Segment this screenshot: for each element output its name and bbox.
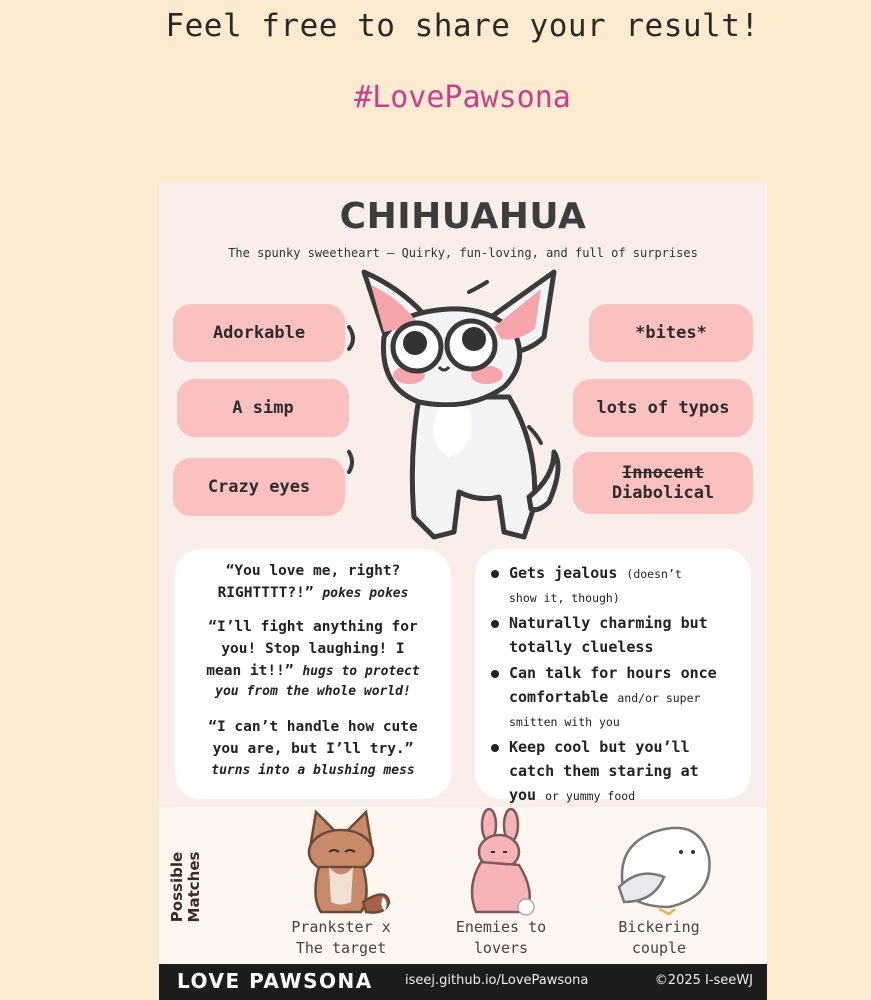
possible-matches (159, 807, 767, 963)
quote-line: “I’ll fight anything for (208, 619, 418, 635)
quote-line: you! Stop laughing! I (221, 640, 405, 657)
result-card (159, 182, 767, 1000)
quote-line: RIGHTTTT?!” (217, 584, 314, 601)
footer-url: iseej.github.io/LovePawsona (405, 973, 589, 988)
quote-action: you from the whole world! (215, 684, 411, 700)
match-label: Prankster x The target (291, 918, 391, 957)
quote-2 (175, 617, 451, 702)
quote-line: “I can’t handle how cute (208, 719, 418, 735)
bullet-text: Keep cool but you’ll (509, 738, 690, 756)
bullet-item (489, 611, 747, 659)
trait-label: Adorkable (212, 322, 306, 343)
result-title: CHIHUAHUA (339, 196, 587, 237)
trait-label: Diabolical (611, 483, 715, 503)
bullet-note: show it, though) (509, 591, 620, 605)
bullet-text: Naturally charming but (509, 614, 708, 632)
bullet-text: totally clueless (509, 638, 654, 656)
bullet-note: or yummy food (545, 789, 636, 803)
trait-pill (573, 452, 753, 514)
share-text: Feel free to share your result! (165, 8, 760, 44)
bullet-note: (doesn’t (626, 567, 682, 581)
bird-icon (609, 807, 719, 917)
quote-3 (175, 717, 451, 780)
quote-line: mean it!!” (206, 662, 294, 679)
quotes-box (175, 549, 451, 799)
trait-pill (173, 304, 345, 362)
trait-pill (177, 379, 349, 437)
hashtag: #LovePawsona (354, 80, 571, 115)
quote-1 (175, 561, 451, 605)
result-subtitle: The spunky sweetheart – Quirky, fun-loving, and full of surprises (228, 246, 698, 260)
fox-icon (291, 807, 391, 917)
chihuahua-illustration (339, 267, 589, 557)
trait-pill (573, 379, 753, 437)
bullet-text: you (509, 786, 537, 804)
match-rabbit (431, 807, 571, 963)
quote-action: turns into a blushing mess (211, 762, 415, 778)
bullet-text: comfortable (509, 688, 609, 706)
card-footer (159, 964, 767, 1000)
match-bird (589, 807, 729, 963)
bullet-text: Can talk for hours once (509, 664, 717, 682)
trait-label: Crazy eyes (207, 476, 311, 497)
match-fox (271, 807, 411, 963)
quote-line: you are, but I’ll try.” (212, 740, 414, 757)
traits-box (475, 549, 751, 804)
bullet-item (489, 561, 747, 609)
match-label: Enemies to lovers (455, 918, 547, 957)
trait-label: A simp (232, 397, 294, 418)
rabbit-icon (451, 807, 551, 917)
match-label: Bickering couple (618, 918, 700, 957)
bullet-note: smitten with you (509, 715, 620, 729)
matches-label: Possible Matches (168, 851, 203, 923)
trait-pill (589, 304, 753, 362)
footer-copyright: ©2025 I-seeWJ (654, 973, 753, 988)
bullet-text: Gets jealous (509, 564, 618, 582)
trait-struck-label: Innocent (622, 462, 704, 483)
quote-action: pokes pokes (322, 585, 409, 601)
bullet-note: and/or super (617, 691, 701, 705)
brand-logo: LOVE PAWSONA (177, 969, 373, 993)
trait-label: *bites* (635, 322, 707, 343)
bullet-item (489, 735, 747, 807)
trait-pill (173, 458, 345, 516)
bullet-item (489, 661, 747, 733)
bullet-text: catch them staring at (509, 762, 699, 780)
trait-label: lots of typos (596, 397, 730, 418)
quote-action: hugs to protect (302, 663, 420, 679)
quote-line: “You love me, right? (225, 563, 401, 579)
